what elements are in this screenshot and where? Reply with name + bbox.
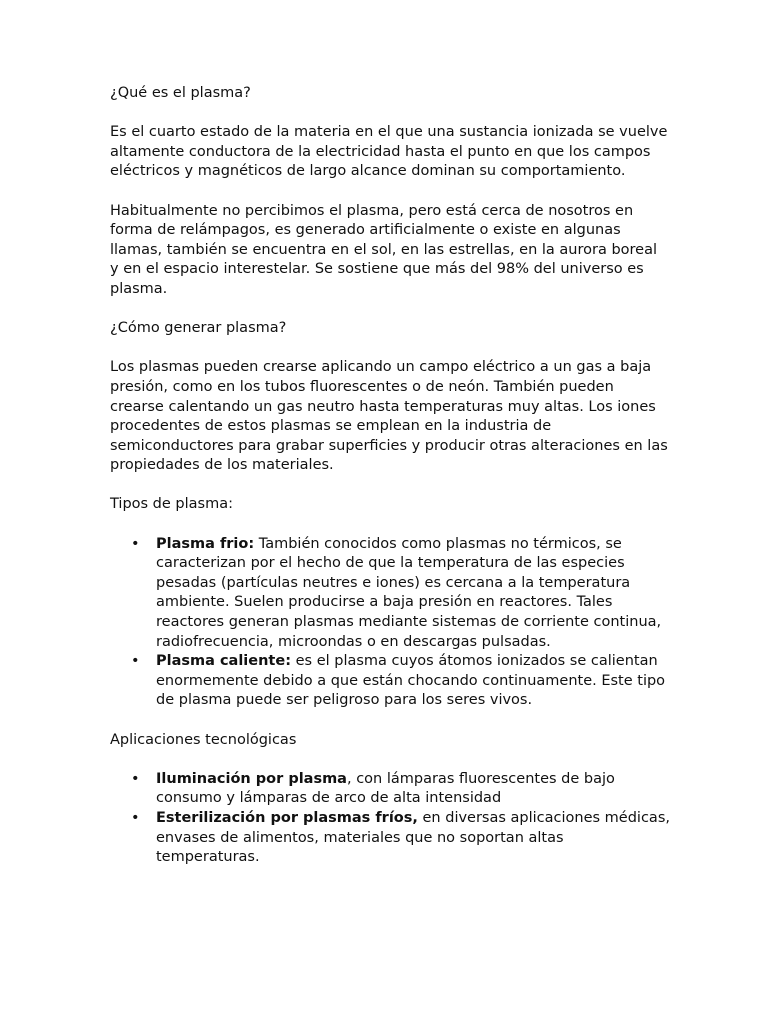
- term-cold-plasma: Plasma frio:: [156, 535, 255, 552]
- list-item-plasma-lighting: [131, 770, 670, 809]
- paragraph-definition: Es el cuarto estado de la materia en el que una sustancia ionizada se vuelve altamente conductora de la electricidad hasta el punto en que los campos eléctricos y magnéticos de largo alcance dominan su comportamiento.: [110, 124, 668, 180]
- bullet-icon: •: [131, 653, 140, 670]
- heading-plasma-types: Tipos de plasma:: [110, 496, 233, 513]
- text-hot-plasma: es el plasma cuyos átomos ionizados se calientan enormemente debido a que están chocando continuamente. Este tipo de plasma puede ser peligroso para los seres vivos.: [156, 653, 666, 709]
- heading-how-to-generate: ¿Cómo generar plasma?: [110, 320, 287, 337]
- text-sterilization: en diversas aplicaciones médicas, envases de alimentos, materiales que no soportan altas temperaturas.: [156, 809, 670, 866]
- bullet-icon: •: [131, 535, 140, 552]
- term-plasma-lighting: Iluminación por plasma: [156, 770, 347, 787]
- heading-applications: Aplicaciones tecnológicas: [110, 731, 297, 748]
- term-hot-plasma: Plasma caliente:: [156, 653, 291, 670]
- term-sterilization: Esterilización por plasmas fríos,: [156, 809, 418, 826]
- heading-what-is-plasma: ¿Qué es el plasma?: [110, 85, 251, 101]
- list-item-cold-plasma-sterilization: [131, 809, 670, 868]
- list-item-cold-plasma: [131, 535, 670, 653]
- paragraph-generation: Los plasmas pueden crearse aplicando un campo eléctrico a un gas a baja presión, como en los tubos fluorescentes o de neón. También pueden crearse calentando un gas neutro hasta temperaturas muy altas. Los iones procedentes de estos plasmas se emplean en la industria de semiconductores para grabar superficies y producir otras alteraciones en las propiedades de los materiales.: [110, 359, 668, 474]
- bullet-icon: •: [131, 809, 140, 826]
- document-page: [110, 84, 670, 887]
- list-item-hot-plasma: [131, 652, 670, 711]
- text-cold-plasma: También conocidos como plasmas no térmicos, se caracterizan por el hecho de que la temperatura de las especies pesadas (partículas neutres e iones) es cercana a la temperatura ambiente. Suelen producirse a baja presión en reactores. Tales reactores generan plasmas mediante sistemas de corriente continua, radiofrecuencia, microondas o en descargas pulsadas.: [156, 535, 662, 650]
- list-applications: [110, 770, 670, 868]
- bullet-icon: •: [131, 770, 140, 787]
- list-plasma-types: [110, 535, 670, 711]
- paragraph-perception: Habitualmente no percibimos el plasma, pero está cerca de nosotros en forma de relámpagos, es generado artificialmente o existe en algunas llamas, también se encuentra en el sol, en las estrellas, en la aurora boreal y en el espacio interestelar. Se sostiene que más del 98% del universo es plasma.: [110, 202, 658, 297]
- text-plasma-lighting: , con lámparas fluorescentes de bajo consumo y lámparas de arco de alta intensidad: [156, 770, 615, 807]
